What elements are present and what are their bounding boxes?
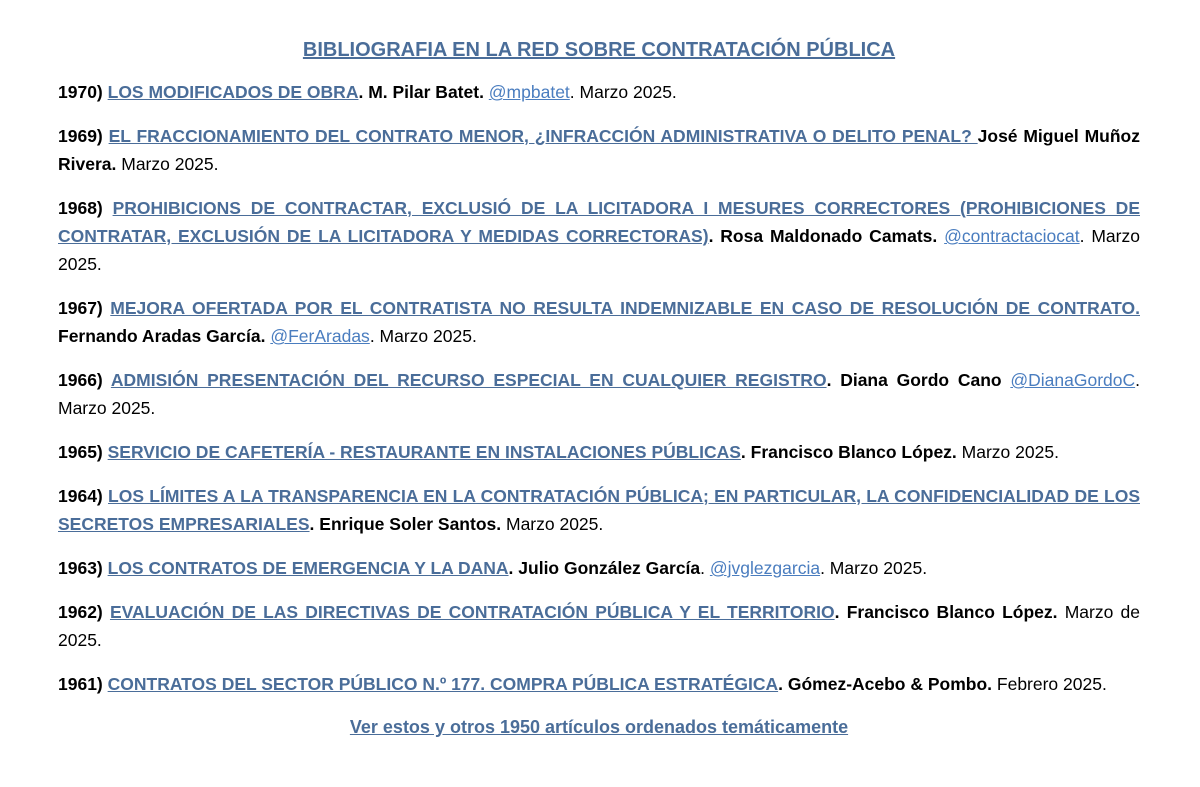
author-name: M. Pilar Batet. [368,82,489,102]
publication-date: Marzo 2025. [956,442,1059,462]
separator: . [508,558,519,578]
author-handle-link[interactable]: @contractaciocat [944,226,1080,246]
publication-date: Marzo 2025. [501,514,604,534]
entry-number: 1962) [58,602,110,622]
entry-number: 1969) [58,126,109,146]
bibliography-entry [58,554,1140,582]
author-handle-link[interactable]: @mpbatet [488,82,570,102]
author-name: Enrique Soler Santos. [319,514,502,534]
entry-number: 1963) [58,558,108,578]
footer-link[interactable]: Ver estos y otros 1950 artículos ordenados temáticamente [349,717,849,737]
author-name: Diana Gordo Cano [840,370,1011,390]
page-title[interactable]: BIBLIOGRAFIA EN LA RED SOBRE CONTRATACIÓN PÚBLICA [302,39,896,61]
author-handle-link[interactable]: @FerAradas [270,326,370,346]
author-name: Fernando Aradas García. [58,326,271,346]
author-handle-link[interactable]: @DianaGordoC [1010,370,1136,390]
bibliography-entry [58,122,1140,178]
article-link[interactable]: LOS MODIFICADOS DE OBRA [107,82,359,102]
separator: . [700,558,710,578]
article-link[interactable]: MEJORA OFERTADA POR EL CONTRATISTA NO RESULTA INDEMNIZABLE EN CASO DE RESOLUCIÓN DE CONTRATO. [110,298,1140,318]
separator: . [309,514,320,534]
separator: . [834,602,847,622]
separator: . [358,82,369,102]
author-name: Julio González García [518,558,701,578]
entry-number: 1967) [58,298,111,318]
author-name: Gómez-Acebo & Pombo. [787,674,993,694]
author-name: Francisco Blanco López. [846,602,1058,622]
author-name: Rosa Maldonado Camats. [720,226,945,246]
bibliography-entry [58,438,1140,466]
publication-date: . Marzo 2025. [820,558,928,578]
publication-date: . Marzo 2025. [58,370,1140,418]
article-link[interactable]: SERVICIO DE CAFETERÍA - RESTAURANTE EN INSTALACIONES PÚBLICAS [107,442,741,462]
bibliography-entry [58,482,1140,538]
entry-number: 1961) [58,674,108,694]
article-link[interactable]: CONTRATOS DEL SECTOR PÚBLICO N.º 177. COMPRA PÚBLICA ESTRATÉGICA [107,674,779,694]
entry-number: 1965) [58,442,108,462]
article-link[interactable]: ADMISIÓN PRESENTACIÓN DEL RECURSO ESPECIAL EN CUALQUIER REGISTRO [110,370,827,390]
article-link[interactable]: LOS LÍMITES A LA TRANSPARENCIA EN LA CONTRATACIÓN PÚBLICA; EN PARTICULAR, LA CONFIDENCIALIDAD DE LOS SECRETOS EMPRESARIALES [58,486,1140,534]
publication-date: . Marzo 2025. [569,82,677,102]
bibliography-entry [58,598,1140,654]
separator: . [708,226,721,246]
bibliography-entry [58,670,1140,698]
bibliography-entry [58,78,1140,106]
separator: . [778,674,788,694]
author-name: José Miguel Muñoz Rivera. [58,126,1140,174]
bibliography-list [58,78,1140,698]
publication-date: Marzo de 2025. [58,602,1141,650]
separator: . [740,442,751,462]
entry-number: 1968) [58,198,113,218]
separator: . [826,370,841,390]
bibliography-entry [58,194,1140,278]
entry-number: 1970) [58,82,108,102]
article-link[interactable]: EVALUACIÓN DE LAS DIRECTIVAS DE CONTRATACIÓN PÚBLICA Y EL TERRITORIO [109,602,835,622]
publication-date: . Marzo 2025. [369,326,477,346]
article-link[interactable]: PROHIBICIONS DE CONTRACTAR, EXCLUSIÓ DE LA LICITADORA I MESURES CORRECTORES (PROHIBICIONES DE CONTRATAR, EXCLUSIÓN DE LA LICITADORA Y MEDIDAS CORRECTORAS) [58,198,1140,246]
article-link[interactable]: LOS CONTRATOS DE EMERGENCIA Y LA DANA [107,558,509,578]
publication-date: Febrero 2025. [992,674,1107,694]
bibliography-entry [58,294,1140,350]
entry-number: 1964) [58,486,109,506]
publication-date: . Marzo 2025. [58,226,1140,274]
article-link[interactable]: EL FRACCIONAMIENTO DEL CONTRATO MENOR, ¿INFRACCIÓN ADMINISTRATIVA O DELITO PENAL? [108,126,978,146]
author-handle-link[interactable]: @jvglezgarcia [709,558,821,578]
publication-date: Marzo 2025. [116,154,219,174]
entry-number: 1966) [58,370,111,390]
bibliography-entry [58,366,1140,422]
author-name: Francisco Blanco López. [750,442,957,462]
